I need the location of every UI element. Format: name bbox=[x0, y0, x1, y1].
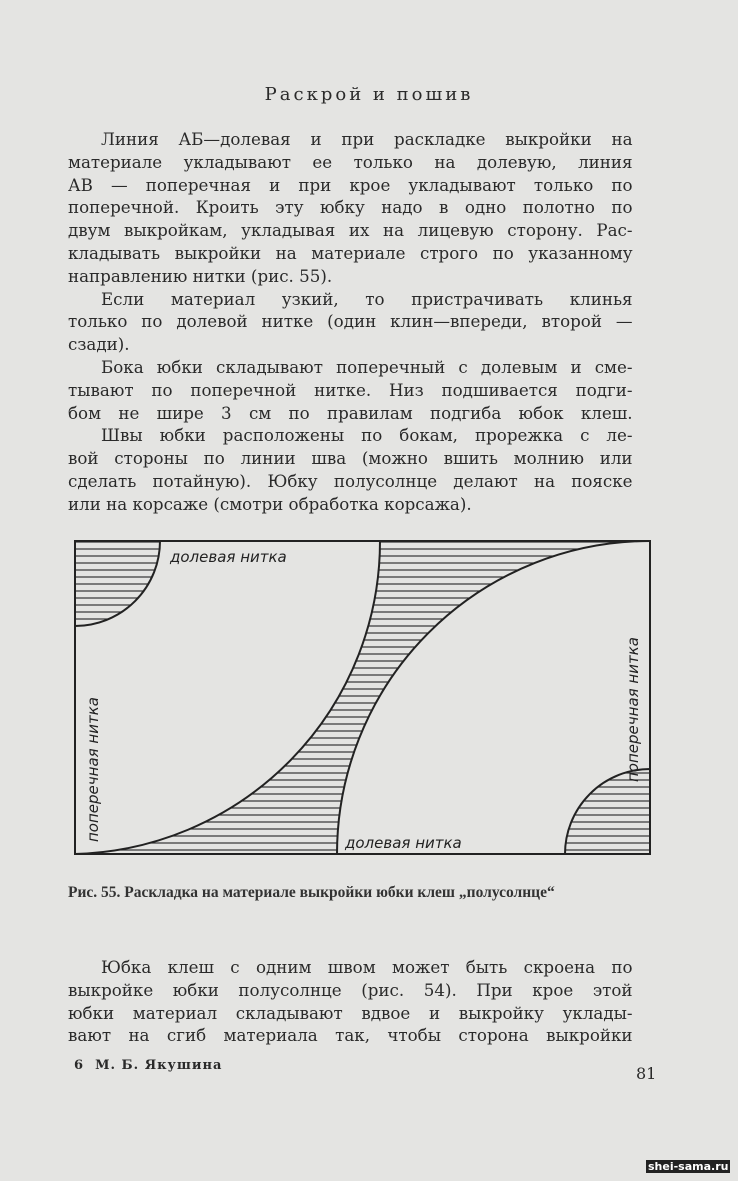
text-line: Юбка клеш с одним швом может быть скроена по bbox=[100, 958, 633, 978]
grain-label-top: долевая нитка bbox=[170, 548, 287, 566]
text-line: только по долевой нитке (один клин—впереди, второй — bbox=[68, 312, 633, 333]
figure-caption: Рис. 55. Раскладка на материале выкройки юбки клеш „полусолнце“ bbox=[68, 884, 555, 901]
waist-cutout-top-left bbox=[75, 541, 160, 626]
page-number: 81 bbox=[636, 1064, 657, 1083]
text-line: двум выкройкам, укладывая их на лицевую сторону. Рас- bbox=[68, 221, 633, 242]
body-text-bottom bbox=[68, 957, 650, 1048]
text-line: кладывать выкройки на материале строго по указанному bbox=[68, 243, 633, 264]
text-line: АВ — поперечная и при крое укладывают только по bbox=[68, 175, 633, 196]
text-line: материале укладывают ее только на долевую, линия bbox=[68, 152, 633, 173]
text-line: Если материал узкий, то пристрачивать клинья bbox=[100, 289, 633, 310]
grain-label-bottom: долевая нитка bbox=[345, 834, 462, 852]
text-line: вают на сгиб материала так, чтобы сторона выкройки bbox=[68, 1026, 633, 1047]
hatched-waste-area bbox=[75, 541, 650, 854]
text-line: Бока юбки складывают поперечный с долевым и сме- bbox=[100, 357, 633, 378]
text-line: Линия АБ—долевая и при раскладке выкройки на bbox=[100, 130, 633, 150]
text-line: вой стороны по линии шва (можно вшить молнию или bbox=[68, 449, 633, 470]
cross-grain-label-left: поперечная нитка bbox=[84, 697, 102, 842]
signature-mark: 6 М. Б. Якушина bbox=[74, 1058, 223, 1073]
text-line: направлению нитки (рис. 55). bbox=[68, 266, 333, 287]
text-line: поперечной. Кроить эту юбку надо в одно полотно по bbox=[68, 198, 633, 219]
text-line: сделать потайную). Юбку полусолнце делают на пояске bbox=[68, 471, 633, 492]
text-line: юбки материал складывают вдвое и выкройку уклады- bbox=[68, 1003, 633, 1024]
running-title: Раскрой и пошив bbox=[264, 84, 474, 105]
text-line: бом не шире 3 см по правилам подгиба юбок клеш. bbox=[68, 403, 633, 424]
text-line: сзади). bbox=[68, 335, 130, 356]
text-line: выкройке юбки полусолнце (рис. 54). При крое этой bbox=[68, 980, 633, 1001]
watermark: shei-sama.ru bbox=[648, 1160, 729, 1173]
text-line: или на корсаже (смотри обработка корсажа). bbox=[68, 494, 472, 515]
text-line: Швы юбки расположены по бокам, прорежка с ле- bbox=[100, 426, 633, 447]
text-line: тывают по поперечной нитке. Низ подшивается подги- bbox=[68, 380, 633, 401]
cross-grain-label-right: поперечная нитка bbox=[624, 637, 642, 782]
